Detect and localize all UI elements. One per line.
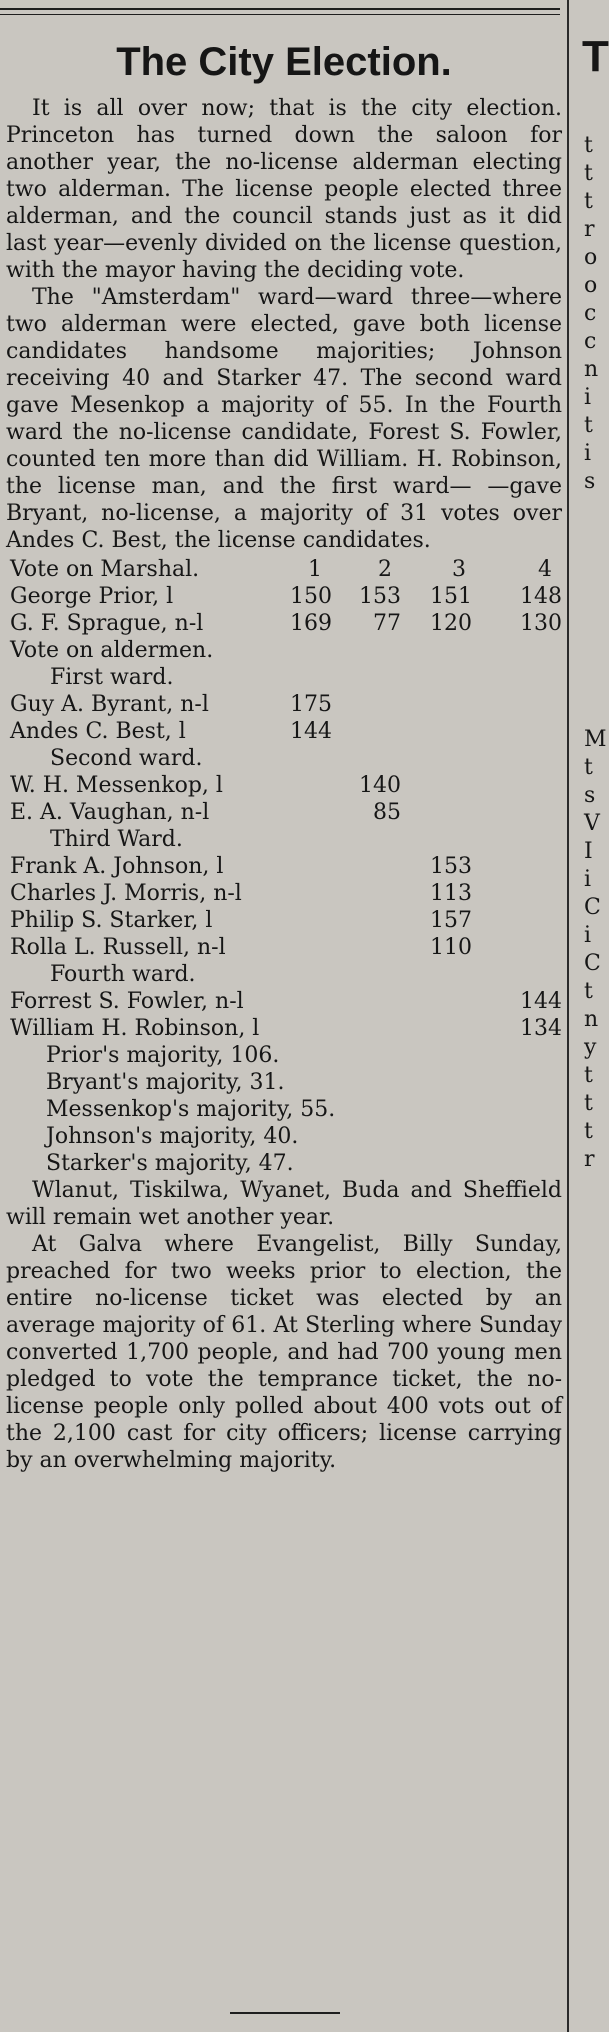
marshal-heading: Vote on Marshal. [10,557,200,582]
ward-label: Fourth ward. [50,962,196,987]
vote-cell: 77 [373,611,401,636]
ward-label: First ward. [50,665,174,690]
vote-cell: 175 [290,692,332,717]
ward-label: Third Ward. [50,827,183,852]
aldermen-heading-row [6,637,562,664]
adjacent-text-fragment: s [584,783,596,808]
top-rule-thin [0,14,560,15]
vote-cell: 150 [290,584,332,609]
adjacent-text-fragment: i [584,385,592,410]
adjacent-text-fragment: r [584,217,595,242]
adjacent-text-fragment: s [584,469,596,494]
candidate-name: Forrest S. Fowler, n-l [10,989,244,1014]
vote-cell: 153 [430,854,472,879]
candidate-name: Philip S. Starker, l [10,908,213,933]
alderman-row [6,880,562,907]
closing-paragraph-2: At Galva where Evangelist, Billy Sunday, preached for two weeks prior to election, the entire no-license ticket was elected by an average majority of 61. At Sterling where Sunday converted 1,700 people, and had 700 young men pledged to vote the temprance ticket, the no-license people only polled about 400 vots out of the 2,100 cast for city officers; license carrying by an overwhelming majority. [6,1232,562,1473]
candidate-name: W. H. Messenkop, l [10,773,223,798]
majority-line: Bryant's majority, 31. [46,1070,285,1095]
alderman-row [6,853,562,880]
vote-cell: 140 [359,773,401,798]
alderman-row [6,934,562,961]
ward-label-row [6,826,562,853]
candidate-name: George Prior, l [10,584,174,609]
alderman-row [6,1015,562,1042]
vote-cell: 110 [430,935,472,960]
alderman-row [6,691,562,718]
alderman-row [6,772,562,799]
adjacent-text-fragment: C [584,895,601,920]
adjacent-column-fragment [574,0,609,2032]
vote-cell: 130 [520,611,562,636]
paragraph-1: It is all over now; that is the city election. Princeton has turned down the saloon for another year, the no-license alderman electing two alderman. The license people elected three alderman, and the council stands just as it did last year—evenly divided on the license question, with the mayor having the deciding vote. [6,96,562,283]
majorities-list [6,1042,562,1177]
adjacent-text-fragment: t [584,1063,593,1088]
end-rule [230,2012,340,2014]
vote-cell: 157 [430,908,472,933]
adjacent-text-fragment: t [584,189,593,214]
alderman-row [6,799,562,826]
adjacent-text-fragment: n [584,357,599,382]
ward-label-row [6,664,562,691]
adjacent-text-fragment: i [584,867,592,892]
adjacent-text-fragment: o [584,273,598,298]
ward-col-3: 3 [452,557,466,582]
candidate-name: E. A. Vaughan, n-l [10,800,210,825]
aldermen-heading: Vote on aldermen. [10,638,214,663]
adjacent-text-fragment: r [584,1147,595,1172]
marshal-row [6,583,562,610]
candidate-name: Guy A. Byrant, n-l [10,692,209,717]
majority-line: Messenkop's majority, 55. [46,1097,336,1122]
adjacent-text-fragment: M [584,727,607,752]
vote-cell: 134 [520,1016,562,1041]
adjacent-text-fragment: C [584,951,601,976]
ward-label-row [6,745,562,772]
marshal-header-row [6,556,562,583]
closing-paragraph-1: Wlanut, Tiskilwa, Wyanet, Buda and Sheffield will remain wet another year. [6,1178,562,1230]
vote-cell: 153 [359,584,401,609]
majority-line: Johnson's majority, 40. [46,1124,299,1149]
vote-cell: 148 [520,584,562,609]
vote-cell: 169 [290,611,332,636]
ward-col-4: 4 [538,557,552,582]
top-rule [0,8,560,10]
candidate-name: Frank A. Johnson, l [10,854,224,879]
ward-col-1: 1 [308,557,322,582]
candidate-name: G. F. Sprague, n-l [10,611,204,636]
paragraph-2: The "Amsterdam" ward—ward three—where two alderman were elected, gave both license candidates handsome majorities; Johnson receiving 40 and Starker 47. The second ward gave Mesenkop a majority of 55. In the Fourth ward the no-license candidate, Forest S. Fowler, counted ten more than did William. H. Robinson, the license man, and the first ward— —gave Bryant, no-license, a majority of 31 votes over Andes C. Best, the license candidates. [6,285,562,553]
adjacent-text-fragment: o [584,245,598,270]
adjacent-text-fragment: V [584,811,600,836]
ward-label-row [6,961,562,988]
adjacent-text-fragment: I [584,839,593,864]
majority-line: Starker's majority, 47. [46,1151,294,1176]
adjacent-text-fragment: t [584,133,593,158]
adjacent-text-fragment: t [584,161,593,186]
adjacent-text-fragment: y [584,1035,597,1060]
adjacent-text-fragment: t [584,755,593,780]
candidate-name: Rolla L. Russell, n-l [10,935,226,960]
vote-cell: 144 [290,719,332,744]
vote-cell: 151 [430,584,472,609]
alderman-row [6,988,562,1015]
alderman-row [6,907,562,934]
article-column [6,20,562,1474]
candidate-name: William H. Robinson, l [10,1016,260,1041]
article-headline: The City Election. [116,40,452,84]
marshal-row [6,610,562,637]
adjacent-headline-fragment: T [582,32,609,81]
vote-cell: 113 [430,881,472,906]
candidate-name: Andes C. Best, l [10,719,186,744]
adjacent-text-fragment: n [584,1007,599,1032]
adjacent-text-fragment: t [584,1119,593,1144]
column-divider [567,0,569,2032]
vote-cell: 120 [430,611,472,636]
adjacent-text-fragment: t [584,1091,593,1116]
ward-label: Second ward. [50,746,203,771]
marshal-vote-table [6,556,562,1042]
alderman-row [6,718,562,745]
vote-cell: 144 [520,989,562,1014]
adjacent-text-fragment: t [584,979,593,1004]
vote-cell: 85 [373,800,401,825]
adjacent-text-fragment: c [584,301,597,326]
candidate-name: Charles J. Morris, n-l [10,881,242,906]
majority-line: Prior's majority, 106. [46,1043,280,1068]
adjacent-text-fragment: c [584,329,597,354]
ward-col-2: 2 [378,557,392,582]
adjacent-text-fragment: i [584,441,592,466]
adjacent-text-fragment: i [584,923,592,948]
adjacent-text-fragment: t [584,413,593,438]
